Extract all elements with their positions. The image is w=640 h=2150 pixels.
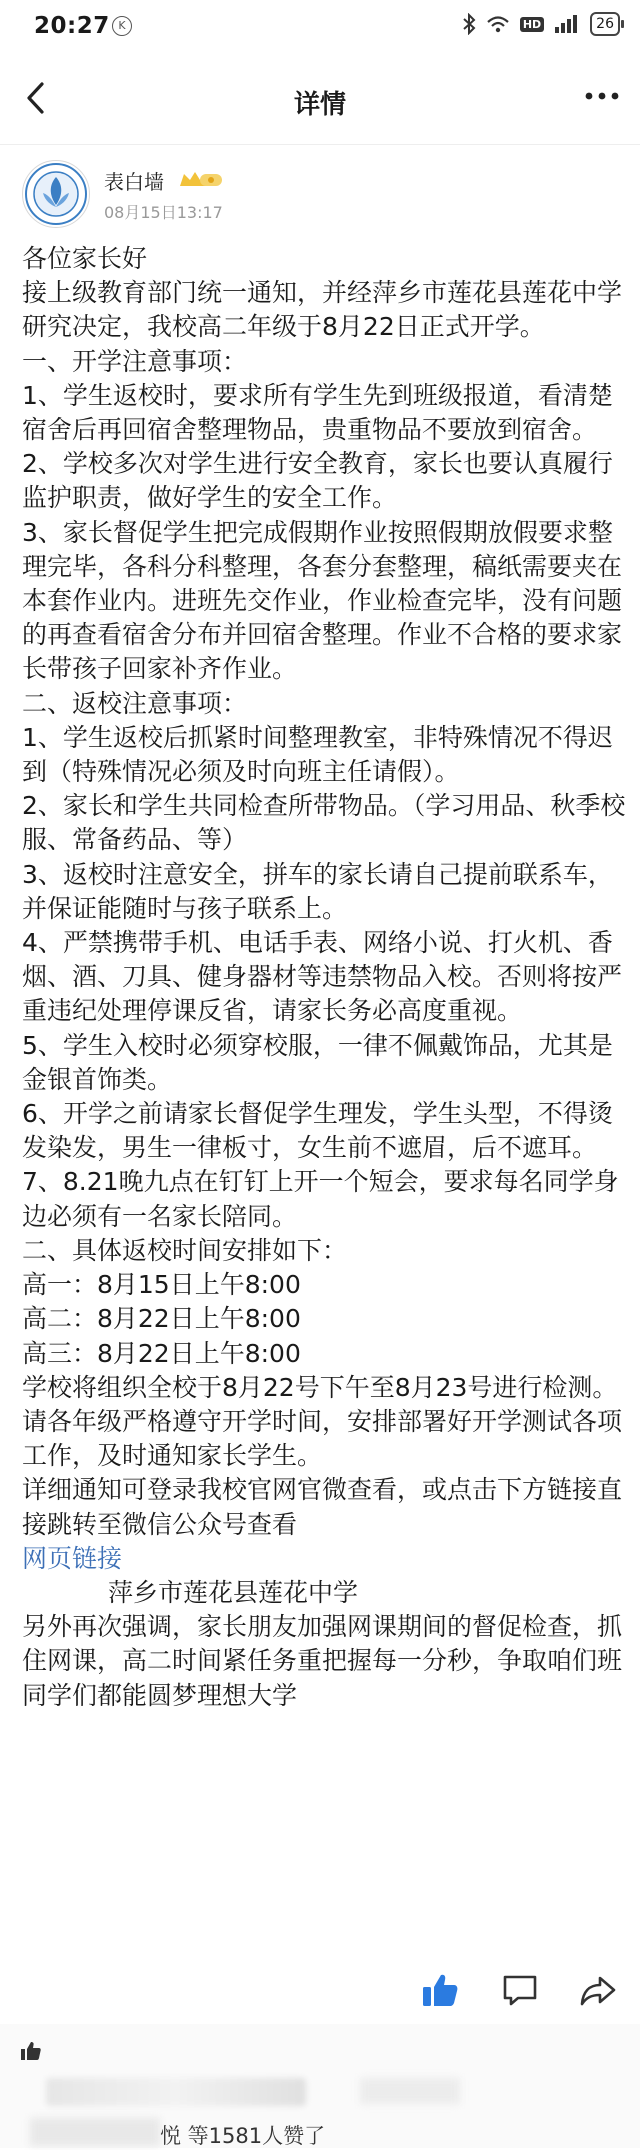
k-app-icon: K: [112, 16, 132, 36]
content-line: 2、家长和学生共同检查所带物品。（学习用品、秋季校服、常备药品、等）: [22, 791, 626, 855]
page-title: 详情: [293, 90, 346, 120]
content-line: 5、学生入校时必须穿校服，一律不佩戴饰品，尤其是金银首饰类。: [22, 1030, 613, 1094]
status-icons: [462, 12, 620, 36]
school-logo-icon: [23, 161, 89, 227]
post-timestamp: 08月15日13:17: [104, 203, 223, 222]
content-line: 1、学生返校后抓紧时间整理教室，非特殊情况不得迟到（特殊情况必须及时向班主任请假）。: [22, 722, 613, 787]
status-bar: [0, 0, 640, 54]
title-bar: [0, 54, 640, 145]
content-line: 二、返校注意事项：: [22, 688, 248, 718]
content-line: 6、开学之前请家长督促学生理发，学生头型，不得烫发染发，男生一律板寸，女生前不遮眉，后不遮耳。: [22, 1099, 613, 1163]
content-line: 高三：8月22日上午8:00: [22, 1338, 301, 1368]
author-name[interactable]: 表白墙: [104, 170, 164, 194]
signal-icon: [554, 14, 580, 34]
post-author: [22, 160, 622, 240]
wifi-icon: [486, 14, 510, 34]
share-icon[interactable]: [578, 1970, 618, 2010]
avatar[interactable]: [22, 160, 90, 228]
status-time: 20:27: [34, 13, 110, 39]
content-line: 高二：8月22日上午8:00: [22, 1304, 301, 1334]
action-bar: [0, 1970, 640, 2016]
content-line: 2、学校多次对学生进行安全教育，家长也要认真履行监护职责，做好学生的安全工作。: [22, 449, 613, 513]
more-dots-icon[interactable]: [584, 88, 620, 104]
content-line: 学校将组织全校于8月22号下午至8月23号进行检测。: [22, 1372, 618, 1402]
content-line: 详细通知可登录我校官网官微查看，或点击下方链接直接跳转至微信公众号查看: [22, 1475, 623, 1539]
content-line: 接上级教育部门统一通知，并经萍乡市莲花县莲花中学研究决定，我校高二年级于8月22日正式开学。: [22, 278, 623, 342]
content-line: 1、学生返校时，要求所有学生先到班级报道，看清楚宿舍后再回宿舍整理物品，贵重物品不要放到宿舍。: [22, 380, 613, 445]
post-content: [22, 242, 626, 1713]
content-line: 7、8.21晚九点在钉钉上开一个短会，要求每名同学身边必须有一名家长陪同。: [22, 1167, 619, 1231]
content-line: 请各年级严格遵守开学时间，安排部署好开学测试各项工作，及时通知家长学生。: [22, 1406, 623, 1471]
likes-summary[interactable]: 悦 等1581人赞了: [160, 2124, 326, 2148]
thumbs-up-small-icon: [20, 2040, 42, 2062]
content-line: 一、开学注意事项：: [22, 346, 248, 376]
content-line: 各位家长好: [22, 244, 148, 273]
blurred-comment: [360, 2078, 460, 2104]
content-line: 3、返校时注意安全，拼车的家长请自己提前联系车，并保证能随时与孩子联系上。: [22, 859, 613, 923]
blurred-username: [30, 2118, 160, 2146]
hd-badge: HD: [520, 17, 544, 32]
comment-icon[interactable]: [500, 1970, 540, 2010]
battery-indicator: 26: [590, 12, 620, 36]
content-line: 二、具体返校时间安排如下：: [22, 1235, 348, 1265]
likes-section: [0, 2024, 640, 2148]
blurred-comment: [46, 2078, 306, 2106]
signature: 萍乡市莲花县莲花中学: [108, 1577, 359, 1607]
content-line: 高一：8月15日上午8:00: [22, 1270, 301, 1300]
vip-crown-icon: [178, 168, 224, 190]
web-link[interactable]: 网页链接: [22, 1543, 123, 1573]
content-line: 4、严禁携带手机、电话手表、网络小说、打火机、香烟、酒、刀具、健身器材等违禁物品入校。否则将按严重违纪处理停课反省，请家长务必高度重视。: [22, 928, 623, 1026]
closing-text: 另外再次强调，家长朋友加强网课期间的督促检查，抓住网课，高二时间紧任务重把握每一分秒，争取咱们班同学们都能圆梦理想大学: [22, 1612, 623, 1710]
content-line: 3、家长督促学生把完成假期作业按照假期放假要求整理完毕，各科分科整理，各套分套整理，稿纸需要夹在本套作业内。进班先交作业，作业检查完毕，没有问题的再查看宿舍分布并回宿舍整理。作业不合格的要求家长带孩子回家补齐作业。: [22, 517, 623, 684]
thumbs-up-icon[interactable]: [420, 1970, 460, 2010]
bluetooth-icon: [462, 13, 476, 35]
